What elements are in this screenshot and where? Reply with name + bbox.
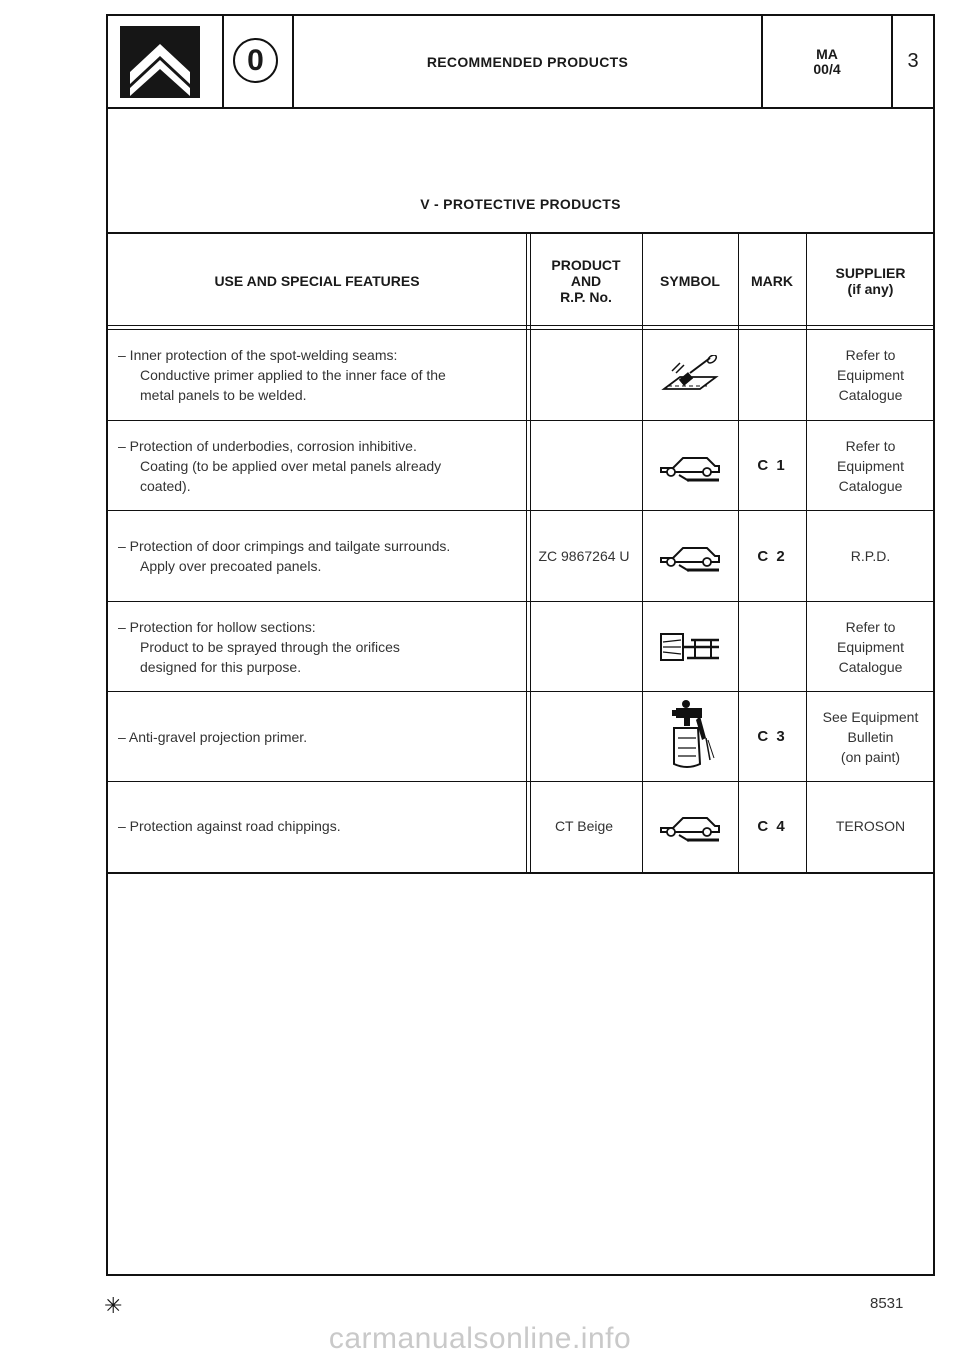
car-underbody-icon bbox=[642, 782, 738, 870]
car-underbody-icon bbox=[642, 511, 738, 601]
supplier-cell: Refer to Equipment Catalogue bbox=[837, 347, 904, 403]
mark-cell: C 2 bbox=[757, 547, 787, 565]
column-header-product-line: R.P. No. bbox=[560, 289, 612, 305]
product-cell: CT Beige bbox=[554, 818, 614, 834]
doc-reference bbox=[763, 16, 893, 107]
supplier-cell: R.P.D. bbox=[850, 548, 891, 564]
products-table bbox=[108, 232, 933, 874]
use-cell bbox=[118, 782, 518, 870]
column-header-product bbox=[530, 234, 642, 328]
section-title: V - PROTECTIVE PRODUCTS bbox=[420, 196, 621, 212]
use-cell bbox=[118, 511, 518, 601]
use-cell bbox=[118, 421, 518, 510]
table-row bbox=[108, 782, 933, 870]
use-cell bbox=[118, 692, 518, 781]
use-text: – Anti-gravel projection primer. bbox=[118, 728, 308, 745]
column-header-symbol: SYMBOL bbox=[660, 273, 720, 289]
hollow-section-spray-icon bbox=[642, 602, 738, 691]
section-number: 0 bbox=[233, 38, 278, 83]
supplier-cell: Refer to Equipment Catalogue bbox=[837, 618, 904, 675]
column-header-supplier-line: (if any) bbox=[847, 281, 894, 297]
product-cell bbox=[526, 421, 642, 510]
mark-cell: C 4 bbox=[757, 817, 787, 835]
use-text: – Protection against road chippings. bbox=[118, 818, 341, 834]
use-text: – Protection of door crimpings and tailgate surrounds. Apply over precoated panels. bbox=[118, 538, 451, 574]
spray-gun-icon bbox=[642, 692, 738, 781]
mark-cell bbox=[738, 602, 806, 691]
mark-cell bbox=[738, 330, 806, 420]
column-header-product-line: PRODUCT bbox=[551, 257, 621, 273]
header-band bbox=[108, 16, 933, 109]
car-underbody-icon bbox=[642, 421, 738, 510]
use-text: – Inner protection of the spot-welding seams: Conductive primer applied to the inner face of the metal panels to be welded. bbox=[118, 347, 446, 403]
use-cell bbox=[118, 330, 518, 420]
doc-reference-line1: MA bbox=[816, 45, 838, 62]
table-row bbox=[108, 421, 933, 510]
doc-reference-line2: 00/4 bbox=[813, 60, 841, 77]
logo-cell bbox=[108, 16, 224, 107]
column-header-use: USE AND SPECIAL FEATURES bbox=[214, 273, 420, 289]
column-header-mark: MARK bbox=[751, 273, 793, 289]
page-frame bbox=[106, 14, 935, 1276]
supplier-cell: See Equipment Bulletin (on paint) bbox=[822, 708, 919, 765]
citroen-logo-icon bbox=[120, 26, 200, 98]
mark-cell: C 3 bbox=[757, 728, 787, 745]
product-cell bbox=[526, 692, 642, 781]
supplier-cell: Refer to Equipment Catalogue bbox=[837, 437, 904, 494]
table-row bbox=[108, 692, 933, 781]
supplier-cell: TEROSON bbox=[835, 818, 906, 834]
column-header-supplier-line: SUPPLIER bbox=[835, 265, 906, 281]
column-header-product-line: AND bbox=[570, 273, 602, 289]
document-number: 8531 bbox=[870, 1295, 904, 1312]
table-row bbox=[108, 330, 933, 420]
table-row bbox=[108, 602, 933, 691]
page-number: 3 bbox=[907, 50, 919, 72]
use-text: – Protection of underbodies, corrosion inhibitive. Coating (to be applied over metal panels already coated). bbox=[118, 437, 442, 494]
table-row bbox=[108, 511, 933, 601]
use-cell bbox=[118, 602, 518, 691]
section-number-cell bbox=[224, 16, 294, 107]
product-cell: ZC 9867264 U bbox=[538, 548, 630, 564]
column-header-supplier bbox=[806, 234, 935, 328]
watermark: carmanualsonline.info bbox=[328, 1322, 632, 1355]
brush-on-panel-icon bbox=[642, 330, 738, 420]
use-text: – Protection for hollow sections: Product to be sprayed through the orifices designed for this purpose. bbox=[118, 618, 400, 675]
asterisk-icon: ✳ bbox=[104, 1293, 123, 1318]
mark-cell: C 1 bbox=[757, 457, 787, 474]
product-cell bbox=[526, 602, 642, 691]
product-cell bbox=[526, 330, 642, 420]
doc-title: RECOMMENDED PRODUCTS bbox=[294, 16, 763, 107]
